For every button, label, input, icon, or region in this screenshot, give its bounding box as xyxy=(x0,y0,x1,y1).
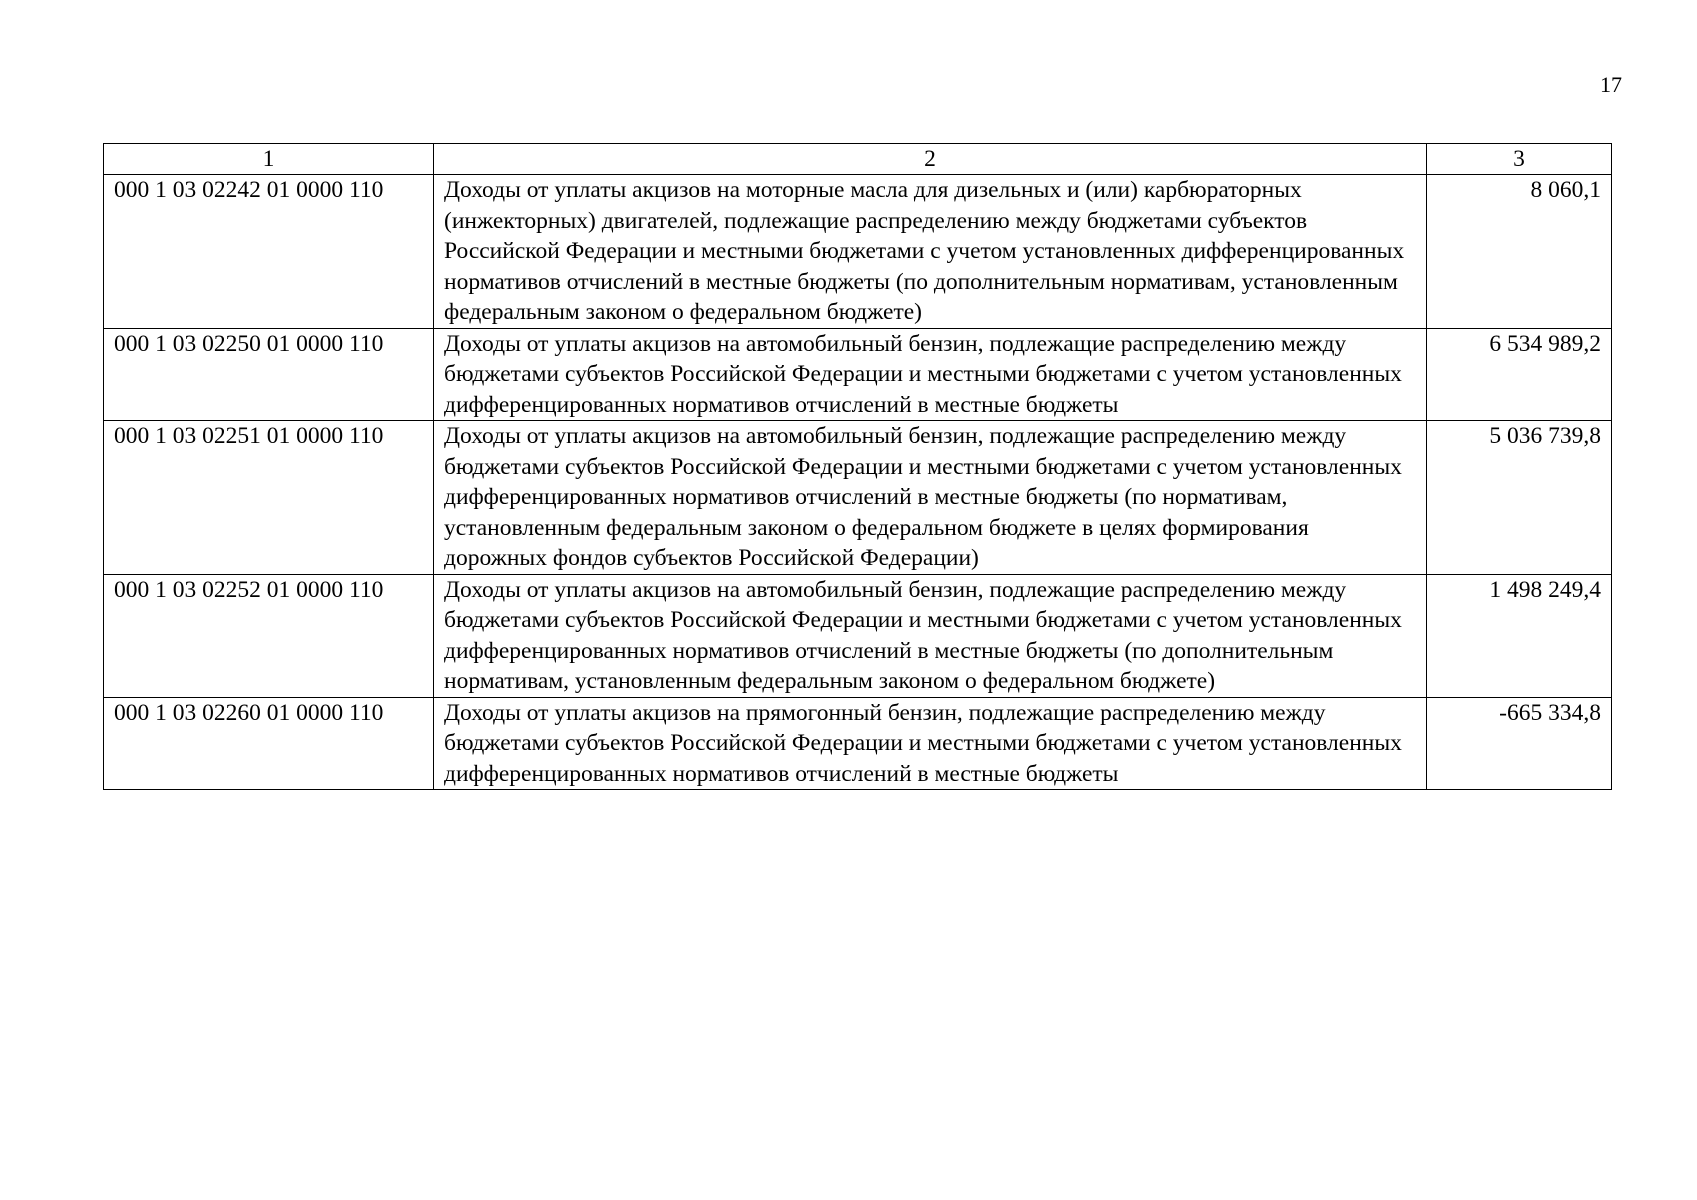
revenue-amount: 8 060,1 xyxy=(1427,175,1612,329)
table-row xyxy=(104,421,1612,575)
revenue-description: Доходы от уплаты акцизов на автомобильный бензин, подлежащие распределению между бюджетами субъектов Российской Федерации и местными бюджетами с учетом установленных дифференцированных нормативов отчислений в местные бюджеты (по нормативам, установленным федеральным законом о федеральном бюджете в целях формирования дорожных фондов субъектов Российской Федерации) xyxy=(434,421,1427,575)
table-body xyxy=(104,175,1612,790)
budget-code: 000 1 03 02251 01 0000 110 xyxy=(104,421,434,575)
table-row xyxy=(104,175,1612,329)
table-row xyxy=(104,697,1612,790)
column-header-description: 2 xyxy=(434,144,1427,175)
page-number: 17 xyxy=(1600,72,1622,97)
revenue-description: Доходы от уплаты акцизов на автомобильный бензин, подлежащие распределению между бюджетами субъектов Российской Федерации и местными бюджетами с учетом установленных дифференцированных нормативов отчислений в местные бюджеты xyxy=(434,328,1427,421)
revenue-description: Доходы от уплаты акцизов на моторные масла для дизельных и (или) карбюраторных (инжекторных) двигателей, подлежащие распределению между бюджетами субъектов Российской Федерации и местными бюджетами с учетом установленных дифференцированных нормативов отчислений в местные бюджеты (по дополнительным нормативам, установленным федеральным законом о федеральном бюджете) xyxy=(434,175,1427,329)
revenue-description: Доходы от уплаты акцизов на автомобильный бензин, подлежащие распределению между бюджетами субъектов Российской Федерации и местными бюджетами с учетом установленных дифференцированных нормативов отчислений в местные бюджеты (по дополнительным нормативам, установленным федеральным законом о федеральном бюджете) xyxy=(434,574,1427,697)
budget-code: 000 1 03 02260 01 0000 110 xyxy=(104,697,434,790)
table-row xyxy=(104,574,1612,697)
revenue-amount: 1 498 249,4 xyxy=(1427,574,1612,697)
header-row xyxy=(104,144,1612,175)
column-header-code: 1 xyxy=(104,144,434,175)
budget-code: 000 1 03 02252 01 0000 110 xyxy=(104,574,434,697)
revenue-amount: -665 334,8 xyxy=(1427,697,1612,790)
revenue-description: Доходы от уплаты акцизов на прямогонный бензин, подлежащие распределению между бюджетами субъектов Российской Федерации и местными бюджетами с учетом установленных дифференцированных нормативов отчислений в местные бюджеты xyxy=(434,697,1427,790)
revenue-amount: 5 036 739,8 xyxy=(1427,421,1612,575)
column-header-amount: 3 xyxy=(1427,144,1612,175)
revenue-amount: 6 534 989,2 xyxy=(1427,328,1612,421)
table-header xyxy=(104,144,1612,175)
table-row xyxy=(104,328,1612,421)
revenue-table xyxy=(103,143,1612,790)
budget-code: 000 1 03 02250 01 0000 110 xyxy=(104,328,434,421)
budget-code: 000 1 03 02242 01 0000 110 xyxy=(104,175,434,329)
